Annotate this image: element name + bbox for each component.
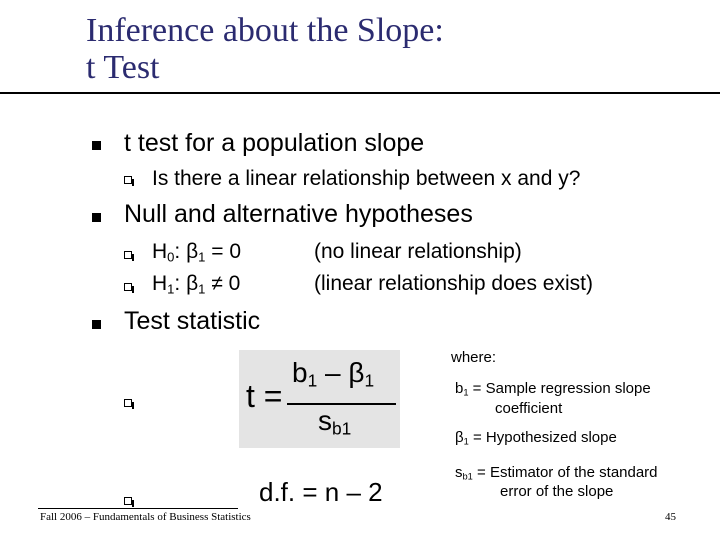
- bullet-hypotheses: Null and alternative hypotheses: [124, 200, 473, 228]
- sub-bullet-icon: [124, 497, 132, 505]
- sub-bullet-icon: [124, 399, 132, 407]
- degrees-of-freedom: d.f. = n – 2: [259, 477, 383, 507]
- sub-bullet-linear-question: Is there a linear relationship between x and y?: [152, 167, 581, 190]
- title-line-2: t Test: [86, 49, 160, 86]
- definition-b1: $b_1$ = Sample regression slope: [455, 380, 651, 398]
- bullet-square-icon: [92, 320, 101, 329]
- footer-course: Fall 2006 – Fundamentals of Business Statistics: [40, 511, 251, 523]
- sub-bullet-icon: [124, 283, 132, 291]
- title-line-1: Inference about the Slope:: [86, 12, 444, 49]
- slide-title: [86, 12, 444, 86]
- alternative-hypothesis: $H_1$: $\beta_1 \ne 0$: [152, 272, 241, 297]
- bullet-square-icon: [92, 213, 101, 222]
- title-rule: [0, 92, 720, 94]
- formula-denominator: $s_{b1}$: [318, 405, 352, 439]
- definition-sb1-cont: error of the slope: [500, 483, 614, 500]
- bullet-t-test: t test for a population slope: [124, 129, 425, 157]
- sub-bullet-icon: [124, 251, 132, 259]
- definition-b1-cont: coefficient: [495, 400, 563, 417]
- definition-beta1: $\beta_1$ = Hypothesized slope: [455, 429, 617, 447]
- null-hypothesis-note: (no linear relationship): [314, 240, 522, 263]
- bullet-test-statistic: Test statistic: [124, 307, 261, 335]
- formula-t-equals: t =: [246, 378, 283, 414]
- where-label: where:: [451, 349, 497, 366]
- formula-numerator: $b_1 - \beta_1$: [292, 357, 375, 391]
- sub-bullet-icon: [124, 176, 132, 184]
- page-number: 45: [665, 511, 676, 523]
- definition-sb1: $s_{b1}$ = Estimator of the standard: [455, 464, 658, 482]
- bullet-square-icon: [92, 141, 101, 150]
- null-hypothesis: $H_0$: $\beta_1 = 0$: [152, 240, 242, 265]
- footer-rule: [38, 508, 238, 509]
- alternative-hypothesis-note: (linear relationship does exist): [314, 272, 593, 295]
